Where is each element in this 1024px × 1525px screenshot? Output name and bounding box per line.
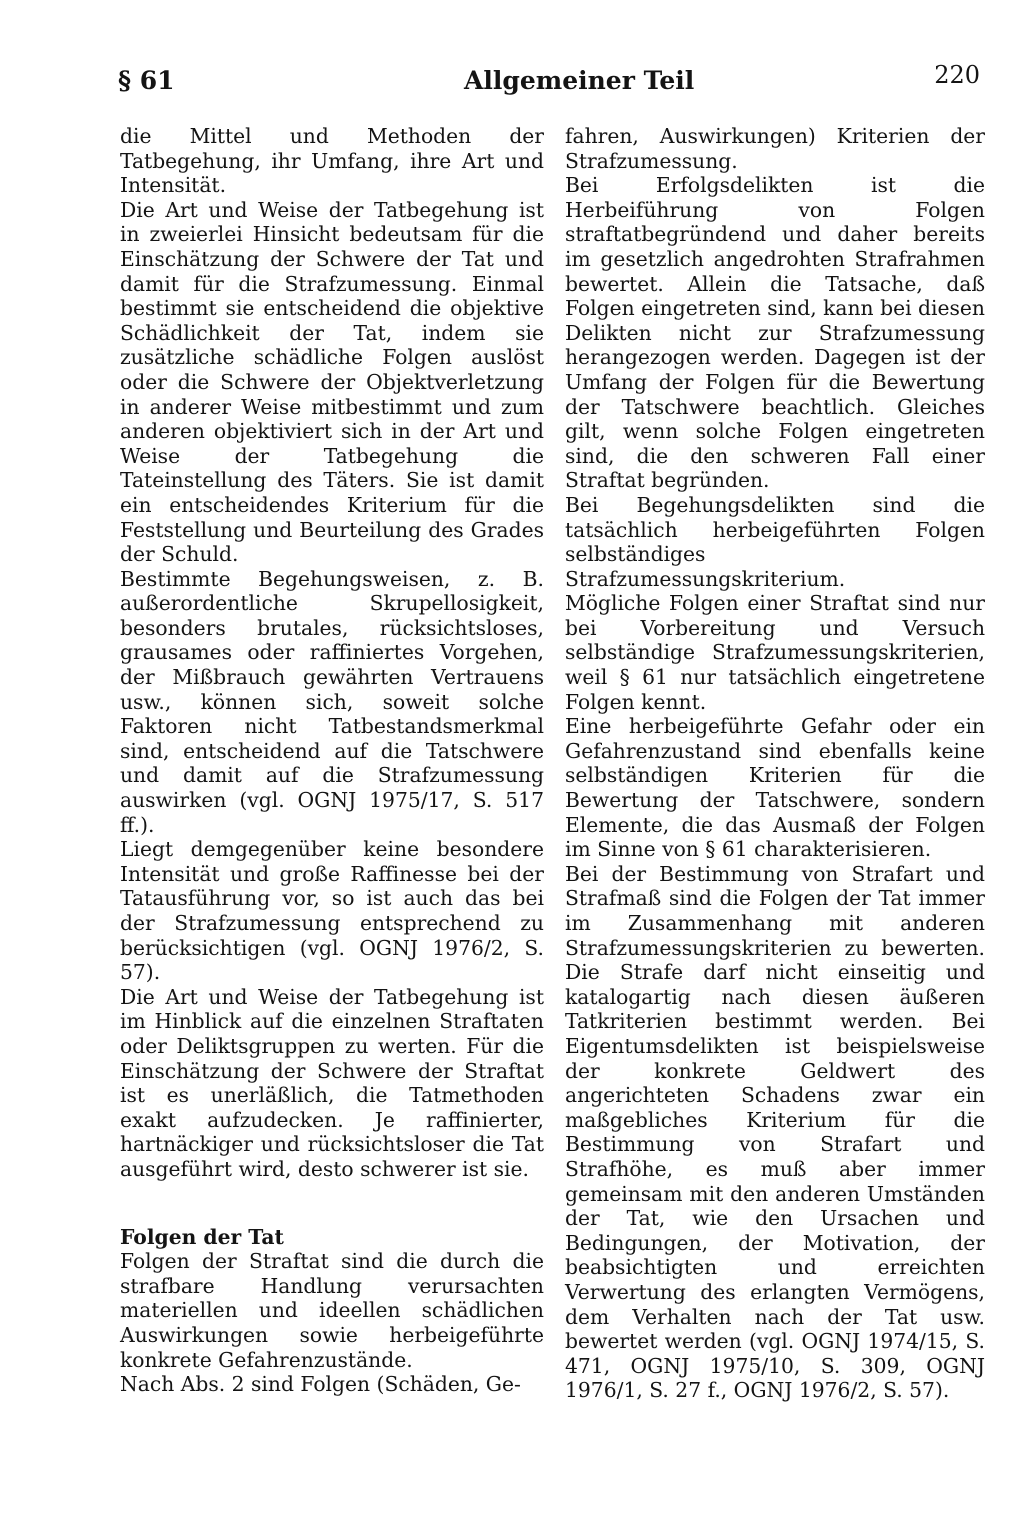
right-paragraph-3: Bei Begehungsdelikten sind die tatsächlich herbeigeführten Folgen selbständiges Strafzumessungskriterium. <box>565 492 985 591</box>
left-paragraph-6: Folgen der Straftat sind die durch die strafbare Handlung verursachten materiellen und ideellen schädlichen Auswirkungen sowie herbeigeführte konkrete Gefahrenzustände. <box>120 1249 544 1372</box>
left-paragraph-2: Die Art und Weise der Tatbegehung ist in zweierlei Hinsicht bedeutsam für die Einschätzung der Schwere der Tat und damit für die Strafzumessung. Einmal bestimmt sie entscheidend die objektive Schädlichkeit der Tat, indem sie zusätzliche schädliche Folgen auslöst oder die Schwere der Objektverletzung in anderer Weise mitbestimmt und zum anderen objektiviert sich in der Art und Weise der Tatbegehung die Tateinstellung des Täters. Sie ist damit ein entscheidendes Kriterium für die Feststellung und Beurteilung des Grades der Schuld. <box>120 197 544 567</box>
right-paragraph-4: Mögliche Folgen einer Straftat sind nur bei Vorbereitung und Versuch selbständige Strafzumessungskriterien, weil § 61 nur tatsächlich eingetretene Folgen kennt. <box>565 591 985 714</box>
page-header <box>118 61 984 106</box>
left-paragraph-1: die Mittel und Methoden der Tatbegehung, ihr Umfang, ihre Art und Intensität. <box>120 124 544 198</box>
left-column <box>120 124 544 1397</box>
right-paragraph-5: Eine herbeigeführte Gefahr oder ein Gefahrenzustand sind ebenfalls keine selbständigen Kriterien für die Bewertung der Tatschwere, sondern Elemente, die das Ausmaß der Folgen im Sinne von § 61 charakterisieren. <box>565 714 985 862</box>
right-column <box>565 124 985 1403</box>
right-paragraph-1: fahren, Auswirkungen) Kriterien der Strafzumessung. <box>565 124 985 173</box>
left-paragraph-4: Liegt demgegenüber keine besondere Intensität und große Raffinesse bei der Tatausführung vor, so ist auch das bei der Strafzumessung entsprechend zu berücksichtigen (vgl. OGNJ 1976/2, S. 57). <box>120 837 544 985</box>
section-heading-folgen-der-tat: Folgen der Tat <box>120 1224 284 1249</box>
right-paragraph-2: Bei Erfolgsdelikten ist die Herbeiführung von Folgen straftatbegründend und daher bereits im gesetzlich angedrohten Strafrahmen bewertet. Allein die Tatsache, daß Folgen eingetreten sind, kann bei diesen Delikten nicht zur Strafzumessung herangezogen werden. Dagegen ist der Umfang der Folgen für die Bewertung der Tatschwere beachtlich. Gleiches gilt, wenn solche Folgen eingetreten sind, die den schweren Fall einer Straftat begründen. <box>565 173 985 493</box>
left-paragraph-3: Bestimmte Begehungsweisen, z. B. außerordentliche Skrupellosigkeit, besonders brutales, rücksichtsloses, grausames oder raffiniertes Vorgehen, der Mißbrauch gewährten Vertrauens usw., können sich, soweit solche Faktoren nicht Tatbestandsmerkmal sind, entscheidend auf die Tatschwere und damit auf die Strafzumessung auswirken (vgl. OGNJ 1975/17, S. 517 ff.). <box>120 566 544 837</box>
left-paragraph-5: Die Art und Weise der Tatbegehung ist im Hinblick auf die einzelnen Straftaten oder Deliktsgruppen zu werten. Für die Einschätzung der Schwere der Straftat ist es unerläßlich, die Tatmethoden exakt aufzudecken. Je raffinierter, hartnäckiger und rücksichtsloser die Tat ausgeführt wird, desto schwerer ist sie. <box>120 984 544 1181</box>
header-part-title: Allgemeiner Teil <box>464 66 695 95</box>
right-paragraph-6: Bei der Bestimmung von Strafart und Strafmaß sind die Folgen der Tat immer im Zusammenhang mit anderen Strafzumessungskriterien zu bewerten. Die Strafe darf nicht einseitig und katalogartig nach diesen äußeren Tatkriterien bestimmt werden. Bei Eigentumsdelikten ist beispielsweise der konkrete Geldwert des angerichteten Schadens zwar ein maßgebliches Kriterium für die Bestimmung von Strafart und Strafhöhe, es muß aber immer gemeinsam mit den anderen Umständen der Tat, wie den Ursachen und Bedingungen, der Motivation, der beabsichtigten und erreichten Verwertung des erlangten Vermögens, dem Verhalten nach der Tat usw. bewertet werden (vgl. OGNJ 1974/15, S. 471, OGNJ 1975/10, S. 309, OGNJ 1976/1, S. 27 f., OGNJ 1976/2, S. 57). <box>565 861 985 1403</box>
header-section-number: § 61 <box>118 66 175 95</box>
left-paragraph-7: Nach Abs. 2 sind Folgen (Schäden, Ge- <box>120 1372 521 1397</box>
page-number: 220 <box>934 61 980 89</box>
